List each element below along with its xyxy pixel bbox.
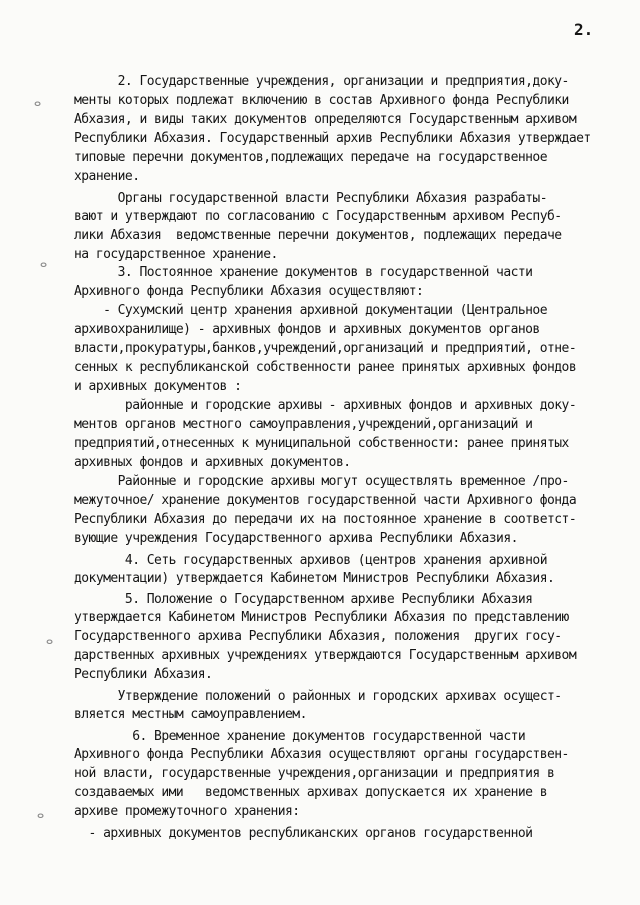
text-line: архивных фондов и архивных документов. [74,454,351,470]
text-line: менты которых подлежат включению в состав Архивного фонда Республики [74,92,569,108]
margin-hole-mark: ⴰ [34,96,42,109]
margin-hole-mark: ⴰ [46,634,54,647]
text-line: архиве промежуточного хранения: [74,803,300,819]
margin-hole-mark: ⴰ [40,257,48,270]
text-line: создаваемых ими ведомственных архивах допускается их хранение в [74,785,547,800]
text-line: районные и городские архивы - архивных фондов и архивных доку- [74,398,577,413]
text-line: хранение. [74,168,140,184]
text-line: Абхазия, и виды таких документов определяются Государственным архивом [74,111,577,127]
text-line: вают и утверждают по согласованию с Государственным архивом Респуб- [74,208,562,224]
text-line: Республики Абхазия. [74,667,213,683]
margin-hole-mark: ⴰ [37,808,45,821]
text-line: лики Абхазия ведомственные перечни документов, подлежащих передаче [74,227,562,243]
text-line: 2. Государственные учреждения, организации и предприятия,доку- [74,74,569,89]
text-line: на государственное хранение. [74,246,278,262]
text-line: вующие учреждения Государственного архива Республики Абхазия. [74,530,518,546]
text-line: архивохранилище) - архивных фондов и архивных документов органов [74,322,540,338]
text-line: Утверждение положений о районных и городских архивах осущест- [74,689,562,705]
text-line: - архивных документов республиканских органов государственной [74,825,533,841]
text-line: 5. Положение о Государственном архиве Республики Абхазия [74,592,533,608]
text-line: ментов органов местного самоуправления,учреждений,организаций и [74,416,533,432]
text-line: Архивного фонда Республики Абхазия осуществляют органы государствен- [74,747,569,763]
text-line: ной власти, государственные учреждения,организации и предприятия в [74,766,555,782]
text-line: Районные и городские архивы могут осуществлять временное /про- [74,473,569,489]
text-line: Республики Абхазия до передачи их на постоянное хранение в соответст- [74,511,577,527]
text-line: межуточное/ хранение документов государственной части Архивного фонда [74,492,577,508]
text-line: власти,прокуратуры,банков,учреждений,организаций и предприятий, отне- [74,341,577,357]
text-line: и архивных документов : [74,379,242,395]
text-line: дарственных архивных учреждениях утверждаются Государственным архивом [74,648,577,664]
text-line: документации) утверждается Кабинетом Министров Республики Абхазия. [74,570,555,586]
text-line: Органы государственной власти Республики Абхазия разрабаты- [74,190,547,206]
text-line: 6. Временное хранение документов государственной части [74,729,526,745]
text-line: утверждается Кабинетом Министров Республики Абхазия по представлению [74,610,569,626]
document-body [74,73,626,843]
text-line: типовые перечни документов,подлежащих передаче на государственное [74,149,547,165]
text-line: предприятий,отнесенных к муниципальной собственности: ранее принятых [74,435,569,451]
text-line: Государственного архива Республики Абхазия, положения других госу- [74,629,562,645]
text-line: - Сухумский центр хранения архивной документации (Центральное [74,303,547,319]
text-line: вляется местным самоуправлением. [74,707,307,723]
text-line: сенных к республиканской собственности ранее принятых архивных фондов [74,360,577,376]
page-number: 2. [574,20,594,39]
text-line: Архивного фонда Республики Абхазия осуществляют: [74,284,424,300]
text-line: 4. Сеть государственных архивов (центров хранения архивной [74,552,547,568]
text-line: Республики Абхазия. Государственный архив Республики Абхазия утверждает [74,130,591,146]
text-line: 3. Постоянное хранение документов в государственной части [74,265,533,281]
